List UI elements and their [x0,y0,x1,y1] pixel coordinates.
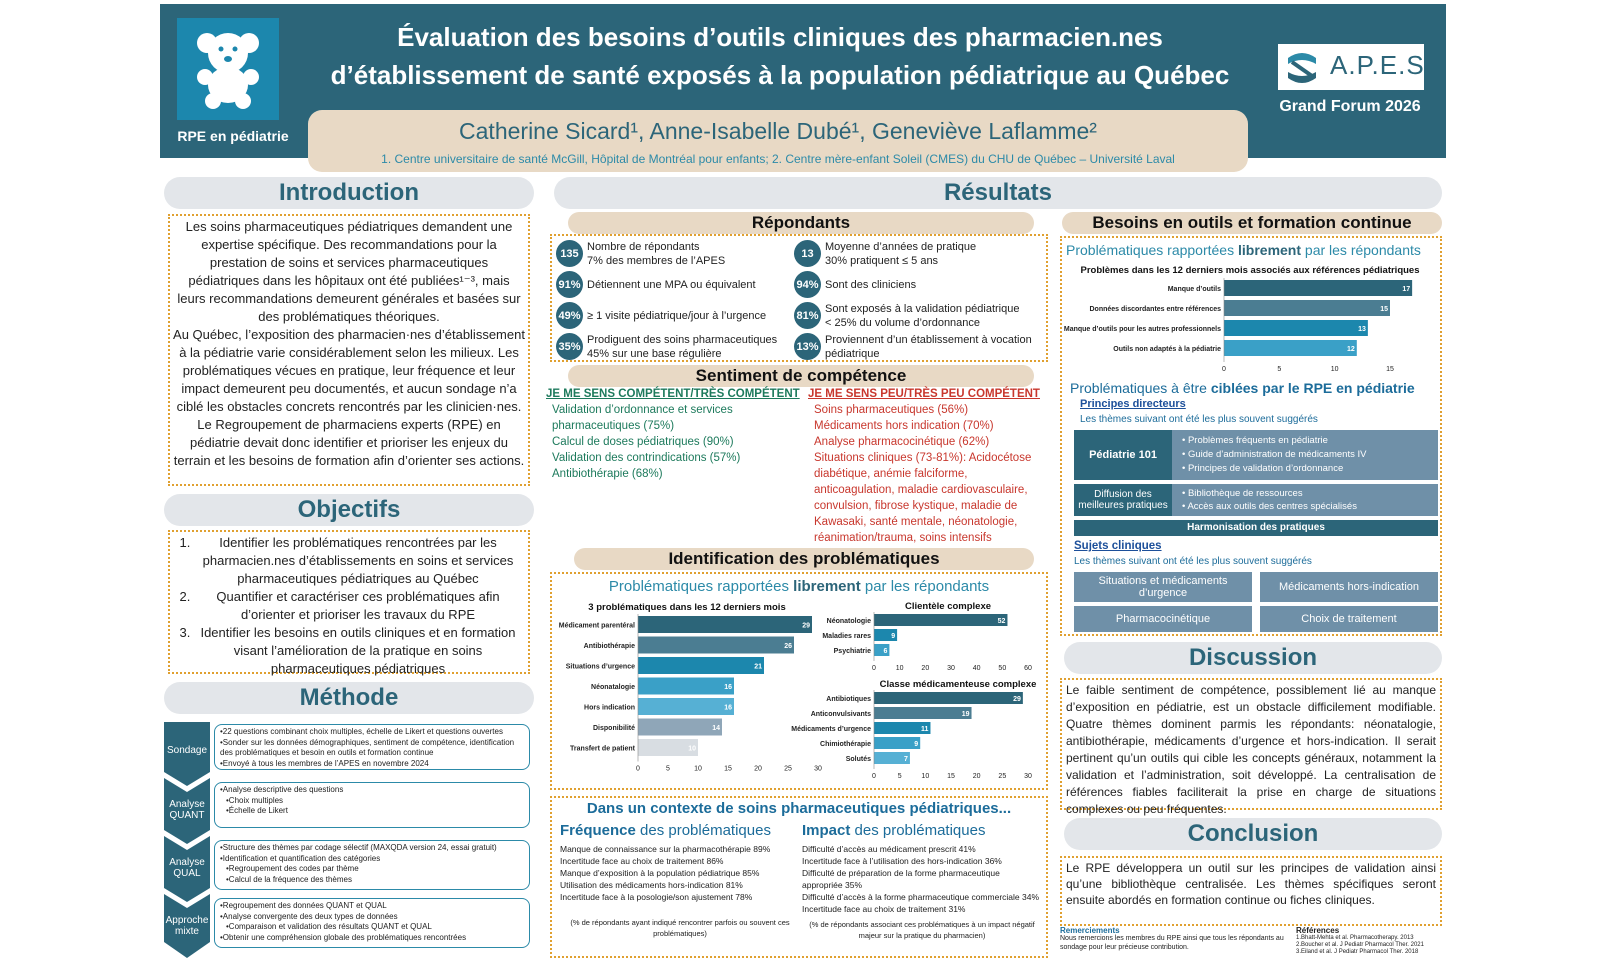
step-line: •Identification et quantification des catégories [220,853,381,863]
frequence-note: (% de répondants ayant indiqué rencontrer parfois ou souvent ces problématiques) [570,918,790,938]
stat-number: 94% [794,271,821,298]
category-label: Antibiotiques [826,696,871,703]
category-label: Néonatalogie [591,684,635,691]
cibles-part: Problématiques à être [1070,380,1211,396]
chart-title: Problèmes dans les 12 derniers mois associés aux références pédiatriques [1080,265,1420,276]
category-label: Manque d’outils pour les autres professionnels [1063,326,1221,333]
remerciements-title: Remerciements [1060,926,1120,935]
identification-title: Identification des problématiques [574,548,1034,570]
competence-ok-list [546,400,802,482]
affiliations: 1. Centre universitaire de santé McGill, Hôpital de Montréal pour enfants; 2. Centre mère-enfant Soleil (CMES) du CHU de Québec – Université Laval [381,152,1175,166]
repondants-box [550,234,1048,362]
principes-title: Principes directeurs [1080,398,1186,410]
competence-ok-item: Validation d’ordonnance et services pharmaceutiques (75%) [552,404,733,432]
step-label: Approche mixte [165,915,209,937]
data-label: 7 [904,756,908,763]
bar [874,737,920,749]
category-label: Chimiothérapie [820,741,871,748]
tick-label: 5 [1277,366,1282,373]
ped101-list [1182,434,1366,476]
besoins-subtitle [1066,242,1436,258]
tick-label: 20 [754,765,762,773]
stat-row [556,300,791,331]
objectif-item: 3. Identifier les besoins en outils cliniques et en formation visant l’amélioration de la pratique en soins pharmaceutiques pédiatriques [194,624,522,678]
competence-ok [546,388,802,482]
chart-title: Classe médicamenteuse complexe [879,679,1037,690]
tag-urgence: Situations et médicaments d’urgence [1074,572,1252,602]
tick-label: 20 [972,773,981,780]
bar [874,707,972,719]
bar [638,637,794,654]
stat-text: Détiennent une MPA ou équivalent [587,278,756,291]
step-label: Analyse QUAL [169,857,205,879]
data-label: 9 [891,633,896,640]
stat-number: 49% [556,302,583,329]
impact-item: Difficulté de préparation de la forme pharmaceutique appropriée 35% [802,868,1000,890]
bar [638,698,734,715]
logo-label: RPE en pédiatrie [177,128,289,144]
step-line: •22 questions combinant choix multiples, échelle de Likert et questions ouvertes [220,727,503,736]
stat-text: Sont des cliniciens [825,278,917,291]
stat-text: Moyenne d’années de pratique [825,240,977,253]
step-box-qual [214,840,530,890]
category-label: Disponibilité [593,725,635,732]
besoins-title: Besoins en outils et formation continue [1062,212,1442,234]
data-label: 16 [724,684,732,691]
tick-label: 0 [872,665,876,672]
tick-label: 5 [897,773,902,780]
poster-title-line2: d’établissement de santé exposés à la population pédiatrique au Québec [330,60,1230,90]
impact-note: (% de répondants associant ces problématiques à un impact négatif majeur sur la pratique du pharmacien) [809,920,1035,940]
step-line: •Envoyé à tous les membres de l’APES en novembre 2024 [220,758,429,768]
tick-label: 30 [814,765,822,773]
ped101-item: • Problèmes fréquents en pédiatrie [1182,435,1328,446]
tag-hors-indication: Médicaments hors-indication [1260,572,1438,602]
subtitle-emphasis: librement [1238,242,1302,258]
tick-label: 60 [1024,665,1032,672]
frequence-title-rest: des problématiques [635,822,771,839]
stat-row [794,331,1044,362]
references-title: Références [1296,926,1340,935]
intro-box [168,214,530,486]
poster-header [160,4,1446,166]
frequence-list [560,843,800,903]
intro-title: Introduction [164,177,534,209]
subtitle-part: Problématiques rapportées [1066,242,1238,258]
tick-label: 40 [972,665,981,672]
conclusion-box [1060,856,1442,926]
category-label: Hors indication [584,704,635,712]
tick-label: 15 [724,765,732,773]
impact-list [802,843,1042,915]
competence-low [808,388,1048,546]
competence-low-item: Situations cliniques (73-81%): Acidocétose diabétique, anémie falciforme, anticoagulation, maladie cardiovasculaire, convulsion, fibrose kystique, maladie de Kawasaki, santé mentale, néonatologie, réanimation/trauma, soins intensifs [814,452,1032,544]
tick-label: 20 [921,665,930,672]
remerciements-text: Nous remercions les membres du RPE ainsi que tous les répondants au sondage pour leur précieuse contribution. [1060,935,1284,951]
bar [638,616,812,633]
competence-ok-item: Validation des contrindications (57%) [552,452,741,464]
stat-subtext: pédiatrique [825,347,880,360]
data-label: 15 [1380,306,1388,313]
impact-title-bold: Impact [802,822,851,839]
stat-text: Sont exposés à la validation pédiatrique [825,302,1020,315]
tick-label: 0 [872,773,876,780]
reference-item: 3.Eiland et al. J Pediatr Pharmacol Ther. 2018 [1296,949,1419,955]
stat-row [794,300,1044,331]
step-line: •Obtenir une compréhension globale des problématiques rencontrées [220,932,467,942]
competence-low-item: Médicaments hors indication (70%) [814,420,994,432]
authors: Catherine Sicard¹, Anne-Isabelle Dubé¹, Geneviève Laflamme² [459,118,1097,144]
data-label: 29 [802,622,810,630]
impact-item: Incertitude face à l’utilisation des hors-indication 36% [802,856,1002,866]
tick-label: 10 [921,773,930,780]
intro-paragraph-1: Les soins pharmaceutiques pédiatriques demandent une expertise spécifique. Des recommandations pour la prestation de soins et services pharmaceutiques pédiatriques dans les hôpitaux ont été publiées¹⁻³, mais leurs recommandations demeurent générales et basées sur des problématiques théoriques. [177,219,521,324]
stat-text: ≥ 1 visite pédiatrique/jour à l’urgence [587,309,767,322]
data-label: 29 [1013,696,1021,703]
impact-title [802,822,1042,839]
ped101-row [1074,430,1438,480]
competence-low-list [808,400,1048,546]
step-line: •Sonder sur les données démographiques, sentiment de compétence, identification des problématiques et besoin en outils et formation continue [220,737,515,757]
category-label: Anticonvulsivants [810,711,871,718]
category-label: Manque d’outils [1167,286,1221,293]
bar [1224,300,1390,316]
discussion-box [1060,678,1442,816]
competence-ok-title: JE ME SENS COMPÉTENT/TRÈS COMPÉTENT [546,388,800,400]
tick-label: 0 [1222,366,1226,373]
reference-item: 2.Boucher et al. J Pediatr Pharmacol Ther. 2021 [1296,942,1424,948]
data-label: 9 [914,741,919,748]
subtitle-part: par les répondants [1301,242,1421,258]
subtitle-part: par les répondants [860,578,990,595]
tick-label: 10 [694,765,702,773]
stat-number: 13 [794,240,821,267]
tick-label: 15 [947,773,955,780]
category-label: Médicament parentéral [558,622,635,630]
diffusion-item: • Accès aux outils des centres spécialisés [1182,501,1357,512]
competence-low-item: Soins pharmaceutiques (56%) [814,404,969,416]
methode-title: Méthode [164,682,534,714]
bar [1224,320,1368,336]
authors-box [308,110,1248,172]
frequence-title-bold: Fréquence [560,822,636,839]
apes-logo [1278,44,1433,90]
cibles-title [1070,380,1440,396]
impact-item: Difficulté d’accès à la forme pharmaceutique commerciale 34% [802,892,1040,902]
discussion-text: Le faible sentiment de compétence, possiblement lié au manque d’exposition en pédiatrie, est un obstacle difficilement modifiable. Quatre thèmes dominent parmis les répondants: néonatalogie, antibiothérapie, médicaments d’urgence et hors-indication. Il serait pertinent qu’un outils qui cible les concepts généraux, notamment la validation et l’administration, soit développé. La centralisation de références fiables faciliterait la prise en charge de situations complexes ou peu fréquentes. [1066,683,1436,816]
data-label: 13 [1358,326,1366,333]
stat-text: Nombre de répondants [587,240,700,253]
category-label: Maladies rares [822,633,871,640]
teddy-bear-logo [177,18,279,120]
step-line: •Structure des thèmes par codage sélectif (MAXQDA version 24, essai gratuit) [220,843,497,852]
chart-references [1064,264,1440,376]
apes-wordmark: A.P.E.S. [1330,50,1433,80]
data-label: 14 [712,725,720,732]
subtitle-emphasis: librement [793,578,861,595]
step-box-mixte [214,898,530,948]
bar [874,692,1023,704]
data-label: 12 [1347,346,1355,353]
impact-col [802,822,1042,941]
stat-number: 81% [794,302,821,329]
impact-item: Difficulté d’accès au médicament prescrit 41% [802,844,976,854]
harmonisation-row: Harmonisation des pratiques [1074,520,1438,536]
stat-row [556,331,791,362]
category-label: Données discordantes entre références [1089,306,1221,313]
category-label: Psychiatrie [833,648,871,655]
data-label: 21 [754,663,762,671]
stat-subtext: 45% sur une base régulière [587,347,722,360]
data-label: 26 [784,643,792,650]
tick-label: 25 [998,773,1007,780]
competence-title: Sentiment de compétence [568,365,1034,387]
step-line: •Échelle de Likert [226,806,288,815]
objectif-item: 2. Quantifier et caractériser ces problématiques afin d’orienter et prioriser les travaux du RPE [194,588,522,624]
data-label: 6 [883,648,888,655]
stat-subtext: < 25% du volume d’ordonnance [825,316,981,329]
conclusion-text: Le RPE développera un outil sur les principes de validation ainsi qu’une bibliothèque centralisée. Les thèmes spécifiques seront ensuite abordés en formation continue ou fiches cliniques. [1066,861,1436,907]
ped101-label: Pédiatrie 101 [1074,430,1172,480]
stat-subtext: 7% des membres de l’APES [587,254,726,267]
frequence-col [560,822,800,939]
step-line: •Choix multiples [226,795,284,805]
category-label: Médicaments d’urgence [791,726,871,733]
data-label: 16 [724,704,732,712]
besoins-box [1060,236,1442,636]
competence-ok-item: Antibiothérapie (68%) [552,468,663,480]
objectifs-box [168,530,530,674]
step-label: Sondage [166,744,208,756]
tick-label: 30 [947,665,955,672]
competence-ok-item: Calcul de doses pédiatriques (90%) [552,436,734,448]
data-label: 52 [997,618,1006,625]
bar [638,678,734,695]
stat-number: 91% [556,271,583,298]
tick-label: 5 [666,765,670,773]
bar [874,614,1007,626]
competence-low-title: JE ME SENS PEU/TRÈS PEU COMPÉTENT [808,388,1040,400]
remerciements [1060,926,1290,952]
stat-number: 13% [794,333,821,360]
data-label: 10 [688,745,696,753]
data-label: 17 [1402,286,1411,293]
intro-paragraph-2: Au Québec, l’exposition des pharmacien·nes d’établissement à la pédiatrie varie considérablement selon les milieux. Les problématiques vécues en pratique, leur fréquence et leur impact demeurent peu documentés, et aucun sondage n’a ciblé les obstacles concrets rencontrés par les clinicien·nes. Le Regroupement de pharmaciens experts (RPE) en pédiatrie devait donc identifier et prioriser les enjeux du terrain et les besoins de formation afin d’orienter ses actions. [173,327,525,468]
methode-flow [164,722,534,958]
diffusion-item: • Bibliothèque de ressources [1182,488,1303,499]
category-label: Antibiothérapie [583,643,635,650]
chart-classe [791,678,1048,790]
tick-label: 10 [895,665,904,672]
diffusion-row [1074,484,1438,516]
bar [638,719,722,736]
frequence-item: Utilisation des médicaments hors-indication 81% [560,880,743,890]
stat-number: 35% [556,333,583,360]
bar [638,657,764,674]
category-label: Solutés [845,756,871,763]
step-line: •Analyse convergente des deux types de données [220,911,398,921]
contexte-title: Dans un contexte de soins pharmaceutiques pédiatriques... [586,800,1012,817]
objectif-item: 1. Identifier les problématiques rencontrées par les pharmacien.nes d’établissements en soins et services pharmaceutiques pédiatriques au Québec [194,534,522,588]
stat-text: Prodiguent des soins pharmaceutiques [587,333,778,346]
category-label: Néonatologie [826,618,871,625]
tick-label: 10 [1330,366,1339,373]
stat-row [556,238,791,269]
discussion-title: Discussion [1064,642,1442,674]
chart-title: 3 problématiques dans les 12 derniers mois [588,602,786,613]
frequence-title [560,822,800,839]
tick-label: 0 [636,765,640,773]
step-line: •Analyse descriptive des questions [220,785,344,794]
sujets-note: Les thèmes suivant ont été les plus souvent suggérés [1074,556,1312,567]
identification-subtitle [552,578,1046,595]
poster-title-line1: Évaluation des besoins d’outils cliniques des pharmacien.nes [397,22,1163,52]
stat-number: 135 [556,240,583,267]
step-label: Analyse QUANT [169,799,205,821]
bar [1224,340,1357,356]
data-label: 19 [961,711,970,718]
objectifs-title: Objectifs [164,494,534,526]
frequence-item: Incertitude face au choix de traitement 86% [560,856,724,866]
frequence-item: Incertitude face à la posologie/son ajustement 78% [560,892,753,902]
ped101-item: • Guide d’administration de médicaments IV [1182,449,1367,460]
step-line: •Calcul de la fréquence des thèmes [226,874,352,884]
impact-title-rest: des problématiques [850,822,986,839]
chart-problematiques [552,600,822,790]
frequence-item: Manque de connaissance sur la pharmacothérapie 89% [560,844,771,854]
cibles-emphasis: ciblées par le RPE en pédiatrie [1210,380,1415,396]
impact-item: Incertitude face au choix de traitement 31% [802,904,966,914]
stat-row [794,269,1044,300]
competence-low-item: Analyse pharmacocinétique (62%) [814,436,990,448]
chart-title: Clientèle complexe [904,601,992,612]
stats-left [556,238,791,362]
conclusion-title: Conclusion [1064,818,1442,850]
chart-clientele [808,600,1048,678]
contexte-box [550,796,1048,958]
resultats-title: Résultats [554,177,1442,209]
stat-row [794,238,1044,269]
sujets-title: Sujets cliniques [1074,540,1162,552]
diffusion-label: Diffusion des meilleures pratiques [1074,484,1172,516]
step-line: •Regroupement des données QUANT et QUAL [220,901,387,910]
objectifs-list [194,534,522,678]
tick-label: 15 [1386,366,1394,373]
identification-box [550,572,1048,790]
step-line: •Comparaison et validation des résultats QUANT et QUAL [226,922,432,931]
tag-pharmacocinetique: Pharmacocinétique [1074,606,1252,632]
step-line: •Regroupement des codes par thème [226,864,359,873]
frequence-item: Manque d’exposition à la population pédiatrique 85% [560,868,760,878]
forum-label: Grand Forum 2026 [1279,98,1421,115]
step-box-sondage [214,724,530,770]
tick-label: 50 [998,665,1007,672]
stat-row [556,269,791,300]
ped101-item: • Principes de validation d’ordonnance [1182,463,1344,474]
category-label: Transfert de patient [570,745,635,753]
tick-label: 30 [1024,773,1032,780]
category-label: Situations d’urgence [565,663,635,671]
reference-item: 1.Bhatt-Mehta et al. Pharmacotherapy. 2013 [1296,935,1414,941]
step-box-quant [214,782,530,828]
category-label: Outils non adaptés à la pédiatrie [1113,346,1221,353]
apes-mark-icon [1282,48,1322,88]
stats-right [794,238,1044,362]
stat-subtext: 30% pratiquent ≤ 5 ans [825,254,939,267]
bar [1224,280,1412,296]
diffusion-list [1182,487,1357,513]
teddy-bear-icon [191,29,265,109]
repondants-title: Répondants [568,212,1034,234]
tick-label: 25 [784,765,792,773]
references [1296,926,1446,956]
tag-choix-traitement: Choix de traitement [1260,606,1438,632]
stat-text: Proviennent d’un établissement à vocation [825,333,1032,346]
data-label: 11 [921,726,929,733]
subtitle-part: Problématiques rapportées [608,578,794,595]
principes-note: Les thèmes suivant ont été les plus souvent suggérés [1080,414,1318,425]
